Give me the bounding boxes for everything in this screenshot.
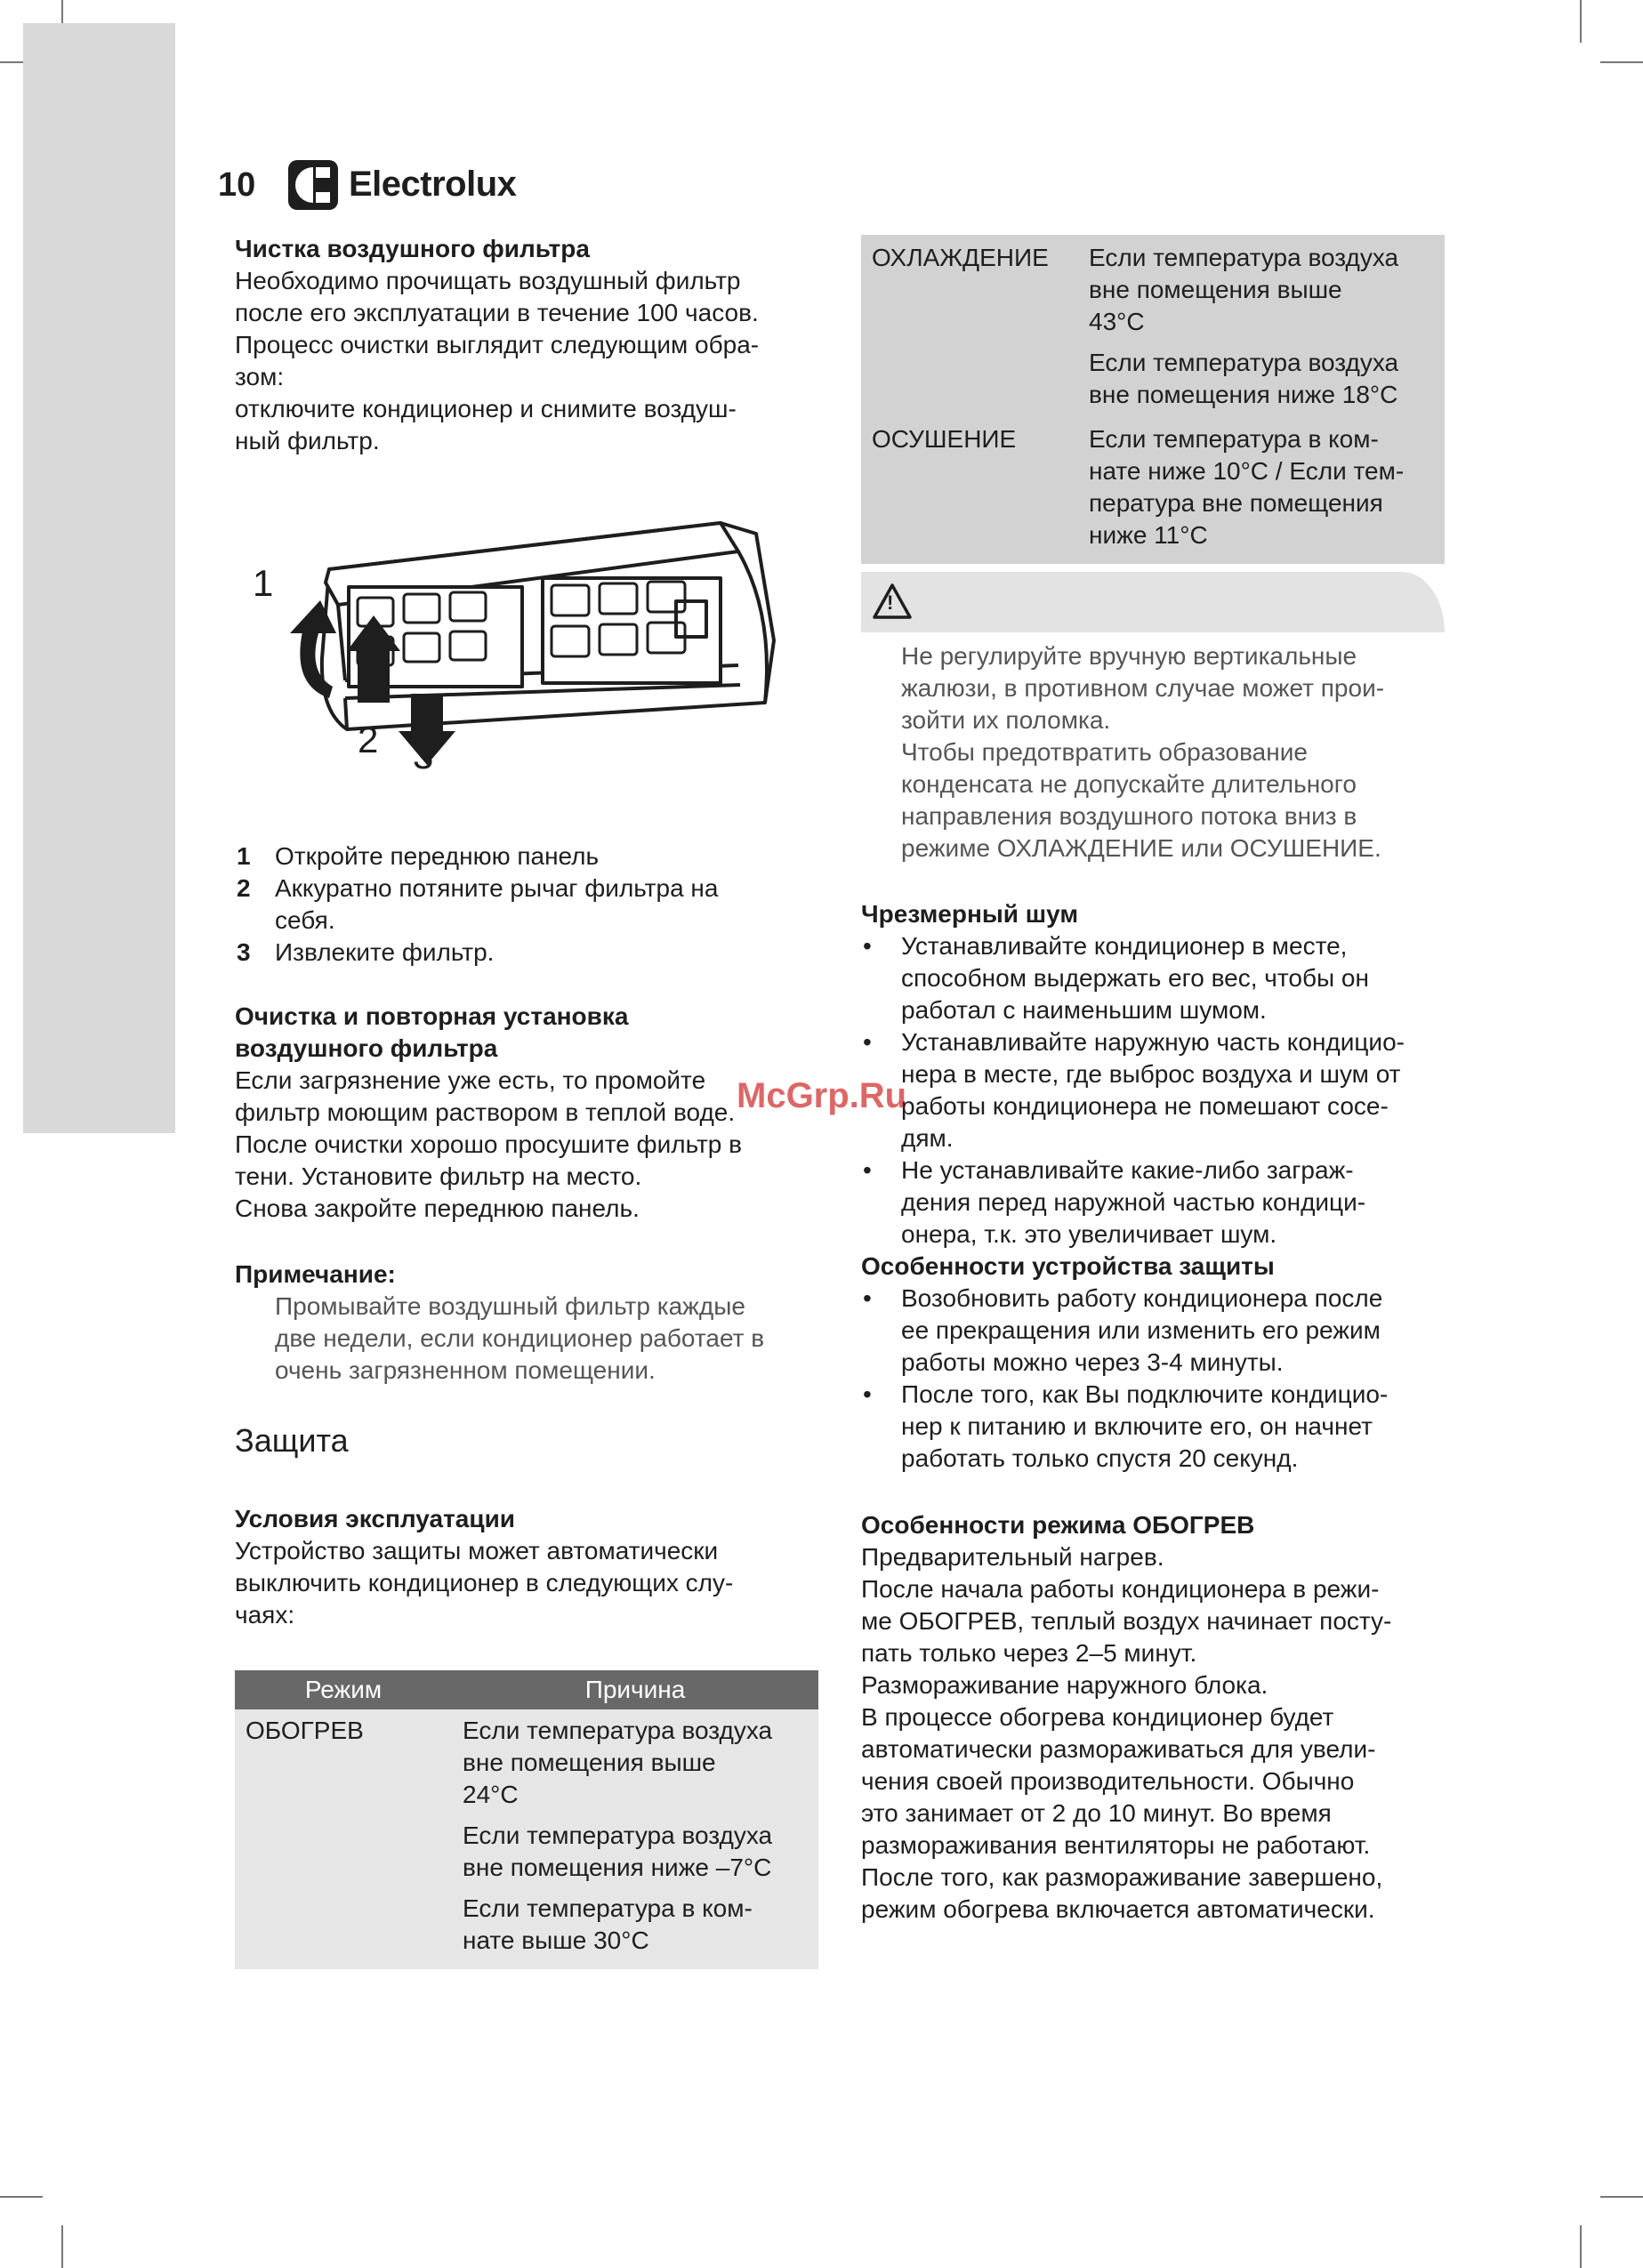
text-line: нера в месте, где выброс воздуха и шум от (901, 1060, 1401, 1088)
text-line: вне помещения выше (1089, 276, 1342, 303)
text-line: После очистки хорошо просушите фильтр в (235, 1130, 743, 1158)
figure-label-3: 3 (413, 735, 434, 776)
text-line: ме ОБОГРЕВ, теплый воздух начинает посту- (861, 1607, 1392, 1635)
list-item (861, 1283, 1466, 1379)
reason-block (1089, 242, 1434, 338)
text-line: вне помещения ниже –7°C (463, 1854, 772, 1881)
heating-section (861, 1509, 1466, 1926)
text-line: работать только спустя 20 секунд. (901, 1444, 1299, 1472)
side-tab (23, 23, 175, 1133)
text-line: онера, т.к. это увеличивает шум. (901, 1220, 1277, 1248)
heating-heading: Особенности режима ОБОГРЕВ (861, 1511, 1255, 1539)
noise-section (861, 898, 1466, 1475)
reason-block (463, 1893, 808, 1957)
text-line: Если температура в ком- (463, 1894, 753, 1922)
note-heading: Примечание: (235, 1260, 396, 1288)
bullet-icon: • (863, 1156, 872, 1184)
conditions-heading: Условия эксплуатации (235, 1505, 515, 1532)
crop-mark (61, 2225, 63, 2268)
text-line: После того, как размораживание завершено, (861, 1863, 1383, 1891)
text-line: Если загрязнение уже есть, то промойте (235, 1066, 706, 1094)
text-line: Не устанавливайте какие-либо заграж- (901, 1156, 1354, 1184)
note-section (235, 1259, 840, 1387)
bullet-icon: • (863, 932, 872, 960)
text-line: вне помещения ниже 18°C (1089, 381, 1398, 408)
text-line: 43°C (1089, 308, 1145, 335)
text-line: Извлеките фильтр. (275, 938, 495, 966)
figure-label-1: 1 (253, 562, 274, 604)
reason-block (463, 1715, 808, 1811)
reinstall-heading: Очистка и повторная установка (235, 1002, 629, 1030)
brand-name: Electrolux (349, 165, 517, 204)
table-cell-reasons (1078, 418, 1445, 564)
reinstall-heading: воздушного фильтра (235, 1034, 498, 1062)
text-line: это занимает от 2 до 10 минут. Во время (861, 1799, 1332, 1827)
text-line: пать только через 2–5 минут. (861, 1639, 1197, 1667)
bullet-icon: • (863, 1028, 872, 1056)
list-item (861, 930, 1466, 1026)
watermark: McGrp.Ru (737, 1076, 907, 1115)
table-cell-mode: ОБОГРЕВ (246, 1717, 364, 1744)
text-line: Размораживание наружного блока. (861, 1671, 1268, 1699)
text-line: Промывайте воздушный фильтр каждые (275, 1292, 745, 1320)
text-line: Устройство защиты может автоматически (235, 1537, 719, 1564)
step-number: 1 (237, 842, 251, 870)
text-line: Предварительный нагрев. (861, 1543, 1164, 1571)
bullet-icon: • (863, 1380, 872, 1408)
text-line: способном выдержать его вес, чтобы он (901, 964, 1369, 992)
brand-logo (286, 158, 347, 212)
text-line: Если температура воздуха (1089, 349, 1399, 376)
text-line: выключить кондиционер в следующих слу- (235, 1569, 734, 1596)
filter-removal-figure (240, 516, 809, 783)
step-number: 3 (237, 938, 251, 966)
reason-block (463, 1820, 808, 1884)
text-line: Не регулируйте вручную вертикальные (901, 642, 1357, 670)
conditions-section (235, 1503, 840, 1631)
text-line: Устанавливайте кондиционер в месте, (901, 932, 1348, 960)
step-item (235, 873, 840, 937)
text-line: очень загрязненном помещении. (275, 1356, 656, 1384)
text-line: себя. (275, 906, 335, 934)
table-cell-reasons (452, 1709, 818, 1969)
text-line: работы кондиционера не помешают сосе- (901, 1092, 1389, 1120)
text-line: После начала работы кондиционера в режи- (861, 1575, 1380, 1603)
reason-block (1089, 347, 1434, 411)
step-number: 2 (237, 874, 251, 902)
protection-table-left (235, 1670, 818, 1969)
text-line: ниже 11°C (1089, 521, 1208, 549)
text-line: две недели, если кондиционер работает в (275, 1324, 765, 1352)
figure-label-2: 2 (358, 719, 379, 760)
text-line: нер к питанию и включите его, он начнет (901, 1412, 1373, 1440)
warning-icon-symbol: ! (887, 591, 894, 614)
list-item (861, 1379, 1466, 1475)
text-line: пература вне помещения (1089, 489, 1383, 517)
list-item (861, 1026, 1466, 1154)
column-header-reason: Причина (584, 1676, 686, 1703)
text-line: Аккуратно потяните рычаг фильтра на (275, 874, 719, 902)
noise-heading: Чрезмерный шум (861, 900, 1079, 928)
text-line: чаях: (235, 1601, 295, 1629)
text-line: автоматически размораживаться для увели- (861, 1735, 1376, 1763)
text-line: ее прекращения или изменить его режим (901, 1316, 1381, 1344)
list-item (861, 1154, 1466, 1251)
text-line: нате выше 30°C (463, 1926, 649, 1954)
text-line: фильтр моющим раствором в теплой воде. (235, 1098, 736, 1126)
electrolux-logo-icon (286, 158, 347, 212)
warning-bar (861, 572, 1445, 632)
protection-heading: Особенности устройства защиты (861, 1252, 1275, 1280)
text-line: Необходимо прочищать воздушный фильтр (235, 267, 741, 294)
crop-mark (1600, 2196, 1643, 2198)
text-line: работы можно через 3-4 минуты. (901, 1348, 1284, 1376)
text-line: дения перед наружной частью кондици- (901, 1188, 1366, 1216)
section-title: Защита (235, 1422, 349, 1459)
text-line: Снова закройте переднюю панель. (235, 1194, 640, 1222)
text-line: Если температура воздуха (463, 1717, 773, 1744)
text-line: зом: (235, 363, 285, 390)
filter-cleaning-heading: Чистка воздушного фильтра (235, 235, 590, 262)
crop-mark (1580, 2225, 1582, 2268)
text-line: чения своей производительности. Обычно (861, 1767, 1355, 1795)
text-line: Возобновить работу кондиционера после (901, 1284, 1383, 1312)
crop-mark (1600, 61, 1643, 63)
text-line: жалюзи, в противном случае может прои- (901, 674, 1385, 702)
text-line: дям. (901, 1124, 954, 1152)
table-cell-mode: ОСУШЕНИЕ (872, 425, 1017, 453)
steps-list (235, 840, 840, 969)
text-line: тени. Установите фильтр на место. (235, 1162, 642, 1190)
crop-mark (1580, 0, 1582, 43)
text-line: режим обогрева включается автоматически. (861, 1895, 1375, 1923)
filter-cleaning-section (235, 233, 840, 457)
text-line: Если температура в ком- (1089, 425, 1379, 453)
column-header-mode: Режим (304, 1676, 383, 1703)
page-number: 10 (218, 166, 256, 204)
text-line: вне помещения выше (463, 1749, 716, 1776)
text-line: отключите кондиционер и снимите воздуш- (235, 395, 737, 422)
text-line: зойти их поломка. (901, 706, 1111, 734)
text-line: работал с наименьшим шумом. (901, 996, 1267, 1024)
text-line: после его эксплуатации в течение 100 часов. (235, 299, 759, 326)
step-item (235, 840, 840, 873)
text-line: Если температура воздуха (1089, 244, 1399, 271)
text-line: направления воздушного потока вниз в (901, 802, 1357, 830)
text-line: После того, как Вы подключите кондицио- (901, 1380, 1389, 1408)
text-line: конденсата не допускайте длительного (901, 770, 1357, 798)
text-line: Если температура воздуха (463, 1822, 773, 1849)
warning-text (901, 640, 1453, 865)
text-line: режиме ОХЛАЖДЕНИЕ или ОСУШЕНИЕ. (901, 834, 1381, 862)
text-line: Устанавливайте наружную часть кондицио- (901, 1028, 1405, 1056)
crop-mark (0, 2196, 43, 2198)
table-cell-mode: ОХЛАЖДЕНИЕ (872, 244, 1049, 271)
text-line: 24°C (463, 1781, 519, 1808)
text-line: Откройте переднюю панель (275, 842, 600, 870)
table-cell-reasons (1078, 235, 1445, 418)
text-line: ный фильтр. (235, 427, 380, 454)
text-line: Чтобы предотвратить образование (901, 738, 1308, 766)
protection-table-right (861, 235, 1445, 564)
text-line: размораживания вентиляторы не работают. (861, 1831, 1371, 1859)
text-line: нате ниже 10°C / Если тем- (1089, 457, 1405, 485)
text-line: Процесс очистки выглядит следующим обра- (235, 331, 760, 358)
bullet-icon: • (863, 1284, 872, 1312)
text-line: В процессе обогрева кондиционер будет (861, 1703, 1334, 1731)
step-item (235, 937, 840, 969)
air-conditioner-illustration (240, 516, 809, 783)
